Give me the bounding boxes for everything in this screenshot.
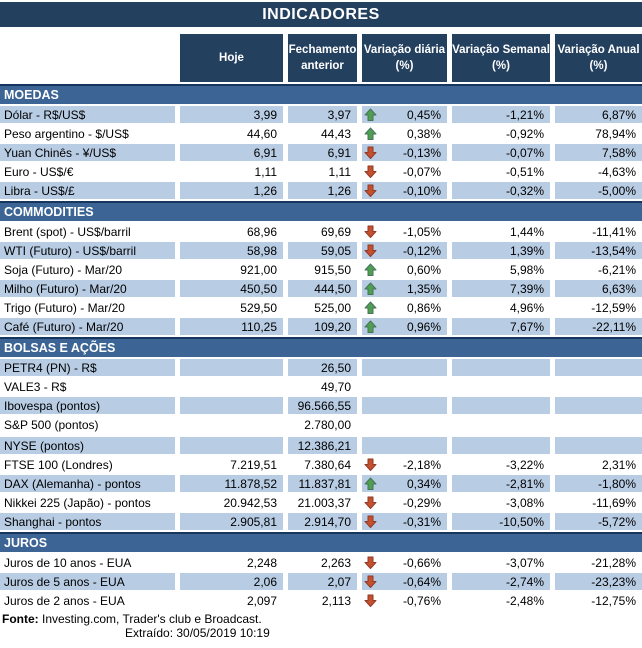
table-row <box>0 299 642 316</box>
value-variacao-semanal: -3,22% <box>452 456 550 473</box>
value-variacao-diaria <box>362 261 447 278</box>
table-header-row <box>0 34 642 82</box>
table-row <box>0 456 642 473</box>
value-variacao-diaria <box>362 299 447 316</box>
row-label: Trigo (Futuro) - Mar/20 <box>0 299 175 316</box>
value-fechamento-anterior: 2,07 <box>288 573 357 590</box>
row-label: Brent (spot) - US$/barril <box>0 223 175 240</box>
column-header-label: Variação Semanal <box>452 43 550 56</box>
value-variacao-semanal: 5,98% <box>452 261 550 278</box>
arrow-down-icon <box>364 515 378 529</box>
value-fechamento-anterior: 525,00 <box>288 299 357 316</box>
value-fechamento-anterior: 49,70 <box>288 378 357 395</box>
value-hoje: 20.942,53 <box>180 494 283 511</box>
table-row <box>0 554 642 571</box>
row-label: S&P 500 (pontos) <box>0 416 175 433</box>
value-variacao-diaria <box>362 494 447 511</box>
value-variacao-diaria <box>362 106 447 123</box>
value-fechamento-anterior: 44,43 <box>288 125 357 142</box>
value-fechamento-anterior: 96.566,55 <box>288 397 357 414</box>
footer <box>0 612 642 641</box>
arrow-down-icon <box>364 594 378 608</box>
column-header-sub: (%) <box>492 60 510 72</box>
row-label: PETR4 (PN) - R$ <box>0 359 175 376</box>
arrow-up-icon <box>364 263 378 277</box>
value-variacao-semanal: -3,08% <box>452 494 550 511</box>
value-variacao-semanal: -0,51% <box>452 163 550 180</box>
table-body <box>0 84 642 609</box>
value-variacao-anual: 2,31% <box>555 456 642 473</box>
column-header-label: Variação diária <box>363 43 446 56</box>
row-label: FTSE 100 (Londres) <box>0 456 175 473</box>
table-row <box>0 125 642 142</box>
arrow-down-icon <box>364 556 378 570</box>
table-row <box>0 242 642 259</box>
value-variacao-anual: -11,41% <box>555 223 642 240</box>
value-hoje: 2,248 <box>180 554 283 571</box>
value-variacao-semanal <box>452 359 550 376</box>
column-header-1 <box>180 34 283 82</box>
value-variacao-anual: -12,59% <box>555 299 642 316</box>
row-label: NYSE (pontos) <box>0 437 175 454</box>
arrow-empty <box>364 380 378 394</box>
value-variacao-diaria <box>362 163 447 180</box>
value-fechamento-anterior: 3,97 <box>288 106 357 123</box>
arrow-up-icon <box>364 127 378 141</box>
arrow-empty <box>364 418 378 432</box>
column-header-3 <box>362 34 447 82</box>
row-label: Ibovespa (pontos) <box>0 397 175 414</box>
table-row <box>0 359 642 376</box>
arrow-down-icon <box>364 575 378 589</box>
source-label: Fonte: <box>2 612 39 626</box>
value-hoje: 58,98 <box>180 242 283 259</box>
arrow-up-icon <box>364 301 378 315</box>
value-variacao-semanal: 1,44% <box>452 223 550 240</box>
column-header-5 <box>555 34 642 82</box>
value-fechamento-anterior: 7.380,64 <box>288 456 357 473</box>
value-variacao-anual: -6,21% <box>555 261 642 278</box>
value-variacao-anual: -5,00% <box>555 182 642 199</box>
source-line <box>2 612 642 626</box>
value-hoje: 529,50 <box>180 299 283 316</box>
column-header-sub: (%) <box>589 60 608 72</box>
daily-value: -0,13% <box>402 145 441 160</box>
section-header-moedas: MOEDAS <box>0 84 642 104</box>
arrow-down-icon <box>364 244 378 258</box>
table-row <box>0 261 642 278</box>
daily-value: -2,18% <box>402 457 441 472</box>
value-fechamento-anterior: 26,50 <box>288 359 357 376</box>
row-label: Dólar - R$/US$ <box>0 106 175 123</box>
value-fechamento-anterior: 12.386,21 <box>288 437 357 454</box>
value-variacao-diaria <box>362 223 447 240</box>
value-fechamento-anterior: 2.780,00 <box>288 416 357 433</box>
row-label: WTI (Futuro) - US$/barril <box>0 242 175 259</box>
table-row <box>0 318 642 335</box>
value-variacao-anual: -1,80% <box>555 475 642 492</box>
value-variacao-semanal: -10,50% <box>452 513 550 530</box>
value-hoje: 110,25 <box>180 318 283 335</box>
daily-value: -0,31% <box>402 514 441 529</box>
value-fechamento-anterior: 6,91 <box>288 144 357 161</box>
daily-value: 0,45% <box>406 107 441 122</box>
value-variacao-diaria <box>362 475 447 492</box>
table-row <box>0 513 642 530</box>
arrow-down-icon <box>364 458 378 472</box>
value-variacao-anual: 7,58% <box>555 144 642 161</box>
value-variacao-anual: 6,63% <box>555 280 642 297</box>
row-label: Café (Futuro) - Mar/20 <box>0 318 175 335</box>
value-fechamento-anterior: 444,50 <box>288 280 357 297</box>
daily-value: -0,64% <box>402 574 441 589</box>
section-header-bolsas-e-a-es: BOLSAS E AÇÕES <box>0 337 642 357</box>
value-hoje: 44,60 <box>180 125 283 142</box>
value-variacao-anual: -11,69% <box>555 494 642 511</box>
daily-value: -0,66% <box>402 555 441 570</box>
value-hoje: 7.219,51 <box>180 456 283 473</box>
value-variacao-semanal: 1,39% <box>452 242 550 259</box>
row-label: Juros de 2 anos - EUA <box>0 592 175 609</box>
column-header-label: Fechamento <box>288 43 357 56</box>
value-variacao-anual: -4,63% <box>555 163 642 180</box>
table-row <box>0 592 642 609</box>
table-row <box>0 182 642 199</box>
value-variacao-anual: 6,87% <box>555 106 642 123</box>
daily-value: -0,76% <box>402 593 441 608</box>
value-fechamento-anterior: 915,50 <box>288 261 357 278</box>
value-variacao-diaria <box>362 242 447 259</box>
daily-value: 0,60% <box>406 262 441 277</box>
table-row <box>0 144 642 161</box>
arrow-empty <box>364 361 378 375</box>
table-row <box>0 223 642 240</box>
value-hoje: 450,50 <box>180 280 283 297</box>
daily-value: 0,38% <box>406 126 441 141</box>
arrow-down-icon <box>364 225 378 239</box>
column-header-4 <box>452 34 550 82</box>
row-label: Libra - US$/£ <box>0 182 175 199</box>
table-row <box>0 416 642 433</box>
extracted-line: Extraído: 30/05/2019 10:19 <box>125 626 270 641</box>
value-variacao-diaria <box>362 437 447 454</box>
value-hoje: 2,06 <box>180 573 283 590</box>
value-variacao-anual <box>555 397 642 414</box>
value-variacao-semanal: -2,74% <box>452 573 550 590</box>
value-variacao-anual <box>555 416 642 433</box>
value-hoje <box>180 378 283 395</box>
value-variacao-diaria <box>362 592 447 609</box>
value-variacao-semanal: -2,48% <box>452 592 550 609</box>
value-variacao-diaria <box>362 318 447 335</box>
daily-value: -1,05% <box>402 224 441 239</box>
arrow-down-icon <box>364 165 378 179</box>
arrow-down-icon <box>364 496 378 510</box>
table-row <box>0 106 642 123</box>
value-hoje: 2.905,81 <box>180 513 283 530</box>
value-variacao-semanal: -1,21% <box>452 106 550 123</box>
value-variacao-diaria <box>362 378 447 395</box>
section-header-juros: JUROS <box>0 532 642 552</box>
value-fechamento-anterior: 69,69 <box>288 223 357 240</box>
section-header-commodities: COMMODITIES <box>0 201 642 221</box>
value-variacao-anual <box>555 378 642 395</box>
value-variacao-diaria <box>362 573 447 590</box>
arrow-empty <box>364 399 378 413</box>
daily-value: 0,34% <box>406 476 441 491</box>
table-row <box>0 573 642 590</box>
value-variacao-diaria <box>362 416 447 433</box>
source-text: Investing.com, Trader's club e Broadcast. <box>38 612 262 626</box>
value-hoje: 3,99 <box>180 106 283 123</box>
daily-value: -0,12% <box>402 243 441 258</box>
daily-value: 0,96% <box>406 319 441 334</box>
value-variacao-anual <box>555 437 642 454</box>
row-label: VALE3 - R$ <box>0 378 175 395</box>
value-variacao-diaria <box>362 280 447 297</box>
row-label: Milho (Futuro) - Mar/20 <box>0 280 175 297</box>
table-row <box>0 280 642 297</box>
value-hoje: 2,097 <box>180 592 283 609</box>
row-label: Euro - US$/€ <box>0 163 175 180</box>
value-hoje <box>180 437 283 454</box>
row-label: Nikkei 225 (Japão) - pontos <box>0 494 175 511</box>
arrow-up-icon <box>364 282 378 296</box>
value-hoje: 1,11 <box>180 163 283 180</box>
arrow-empty <box>364 439 378 453</box>
value-variacao-diaria <box>362 182 447 199</box>
arrow-down-icon <box>364 146 378 160</box>
value-fechamento-anterior: 109,20 <box>288 318 357 335</box>
daily-value: 1,35% <box>406 281 441 296</box>
value-fechamento-anterior: 2.914,70 <box>288 513 357 530</box>
row-label: Juros de 10 anos - EUA <box>0 554 175 571</box>
value-fechamento-anterior: 11.837,81 <box>288 475 357 492</box>
column-header-2 <box>288 34 357 82</box>
value-variacao-anual: -21,28% <box>555 554 642 571</box>
value-hoje: 11.878,52 <box>180 475 283 492</box>
value-hoje: 68,96 <box>180 223 283 240</box>
row-label: Peso argentino - $/US$ <box>0 125 175 142</box>
value-variacao-semanal: -0,32% <box>452 182 550 199</box>
table-row <box>0 163 642 180</box>
row-label: Juros de 5 anos - EUA <box>0 573 175 590</box>
row-label: Soja (Futuro) - Mar/20 <box>0 261 175 278</box>
value-fechamento-anterior: 2,113 <box>288 592 357 609</box>
table-row <box>0 378 642 395</box>
daily-value: -0,29% <box>402 495 441 510</box>
daily-value: 0,86% <box>406 300 441 315</box>
value-variacao-semanal: -0,07% <box>452 144 550 161</box>
value-variacao-semanal: 7,39% <box>452 280 550 297</box>
arrow-up-icon <box>364 320 378 334</box>
table-row <box>0 475 642 492</box>
value-fechamento-anterior: 2,263 <box>288 554 357 571</box>
value-variacao-diaria <box>362 144 447 161</box>
value-variacao-semanal <box>452 397 550 414</box>
value-variacao-anual: -12,75% <box>555 592 642 609</box>
value-variacao-diaria <box>362 554 447 571</box>
value-hoje <box>180 416 283 433</box>
value-variacao-semanal: -2,81% <box>452 475 550 492</box>
arrow-up-icon <box>364 108 378 122</box>
value-variacao-semanal: 4,96% <box>452 299 550 316</box>
arrow-down-icon <box>364 184 378 198</box>
value-variacao-diaria <box>362 125 447 142</box>
value-hoje: 6,91 <box>180 144 283 161</box>
value-hoje <box>180 359 283 376</box>
value-variacao-semanal <box>452 437 550 454</box>
value-variacao-semanal: -0,92% <box>452 125 550 142</box>
value-variacao-diaria <box>362 513 447 530</box>
value-variacao-anual: 78,94% <box>555 125 642 142</box>
value-variacao-diaria <box>362 359 447 376</box>
value-hoje <box>180 397 283 414</box>
row-label: DAX (Alemanha) - pontos <box>0 475 175 492</box>
page-title: INDICADORES <box>0 2 642 27</box>
value-variacao-anual: -13,54% <box>555 242 642 259</box>
daily-value: -0,10% <box>402 183 441 198</box>
value-variacao-anual: -22,11% <box>555 318 642 335</box>
value-variacao-semanal <box>452 416 550 433</box>
value-variacao-diaria <box>362 456 447 473</box>
column-header-sub: (%) <box>395 60 414 72</box>
value-variacao-anual: -5,72% <box>555 513 642 530</box>
table-row <box>0 494 642 511</box>
value-variacao-semanal <box>452 378 550 395</box>
daily-value: -0,07% <box>402 164 441 179</box>
value-variacao-semanal: -3,07% <box>452 554 550 571</box>
value-fechamento-anterior: 21.003,37 <box>288 494 357 511</box>
column-header-label: Hoje <box>219 51 244 64</box>
column-header-sub: anterior <box>301 60 344 72</box>
value-variacao-diaria <box>362 397 447 414</box>
value-fechamento-anterior: 59,05 <box>288 242 357 259</box>
row-label: Yuan Chinês - ¥/US$ <box>0 144 175 161</box>
value-variacao-anual <box>555 359 642 376</box>
value-hoje: 1,26 <box>180 182 283 199</box>
arrow-up-icon <box>364 477 378 491</box>
value-fechamento-anterior: 1,11 <box>288 163 357 180</box>
header-spacer <box>0 34 175 82</box>
value-hoje: 921,00 <box>180 261 283 278</box>
value-fechamento-anterior: 1,26 <box>288 182 357 199</box>
table-row <box>0 397 642 414</box>
row-label: Shanghai - pontos <box>0 513 175 530</box>
column-header-label: Variação Anual <box>557 43 640 56</box>
table-row <box>0 437 642 454</box>
value-variacao-semanal: 7,67% <box>452 318 550 335</box>
value-variacao-anual: -23,23% <box>555 573 642 590</box>
